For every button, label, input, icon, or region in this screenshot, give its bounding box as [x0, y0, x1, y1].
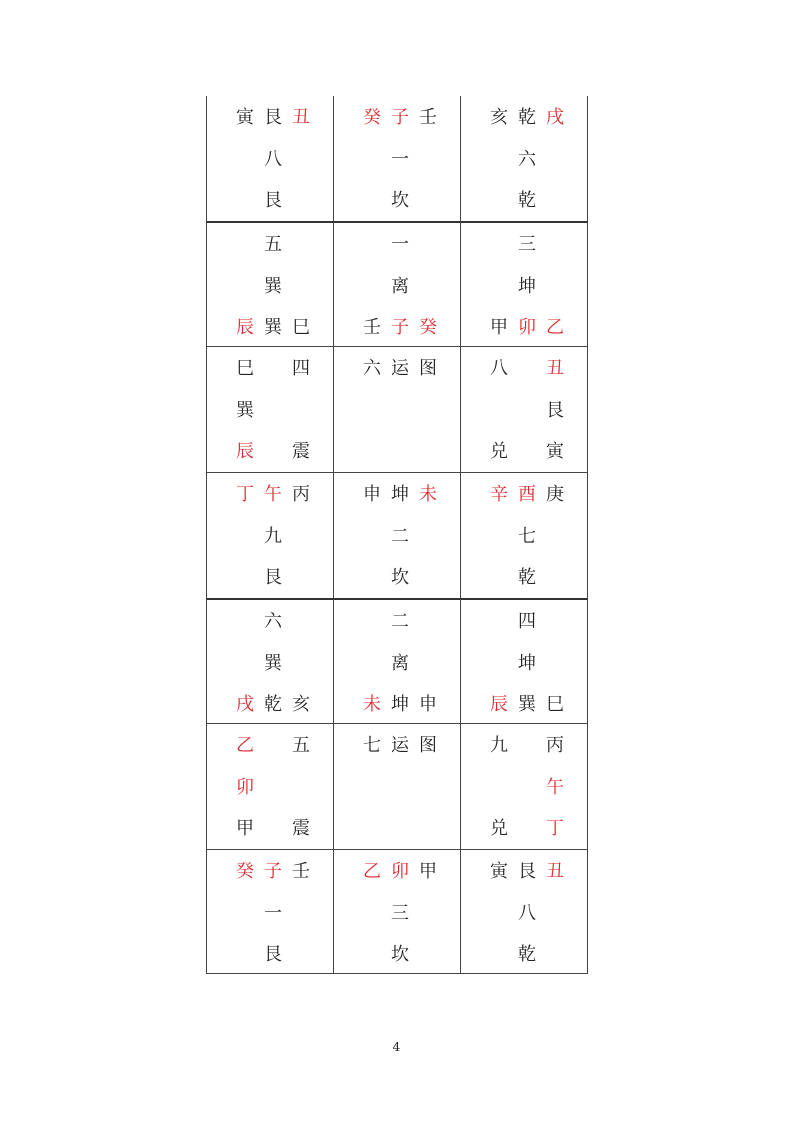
cell-character: 寅 [236, 107, 254, 128]
grid-cell-r3-c1 [207, 346, 334, 472]
grid-cell-r2-c1 [207, 221, 334, 346]
cell-character: 申 [419, 694, 437, 715]
cell-character: 子 [264, 861, 282, 882]
cell-character: 巳 [236, 358, 254, 379]
grid-cell-r1-c3 [461, 96, 588, 221]
cell-character: 六 [264, 611, 282, 632]
grid-cell-r6-c1 [207, 723, 334, 849]
cell-character: 四 [292, 358, 310, 379]
grid-cell-r3-c3 [461, 346, 588, 472]
cell-character: 坤 [391, 694, 409, 715]
cell-character: 癸 [236, 861, 254, 882]
cell-character: 乙 [236, 735, 254, 756]
cell-character: 三 [391, 903, 409, 924]
cell-character: 卯 [518, 317, 536, 338]
cell-character: 丑 [292, 107, 310, 128]
cell-character: 坎 [391, 944, 409, 965]
cell-character: 图 [419, 735, 437, 756]
cell-character: 一 [391, 149, 409, 170]
cell-character: 一 [391, 234, 409, 255]
cell-character: 戌 [546, 107, 564, 128]
cell-character: 六 [363, 358, 381, 379]
cell-character: 坤 [391, 484, 409, 505]
cell-character: 辰 [236, 441, 254, 462]
cell-character: 乙 [363, 861, 381, 882]
cell-character: 子 [391, 317, 409, 338]
grid-cell-r1-c2 [334, 96, 461, 221]
cell-character: 乾 [518, 107, 536, 128]
cell-character: 艮 [264, 190, 282, 211]
page-number: 4 [392, 1040, 401, 1054]
cell-character: 乙 [546, 317, 564, 338]
cell-character: 二 [391, 611, 409, 632]
cell-character: 辰 [236, 317, 254, 338]
grid-cell-r7-c3 [461, 849, 588, 974]
cell-character: 甲 [419, 861, 437, 882]
grid-cell-r6-c3 [461, 723, 588, 849]
cell-character: 丁 [546, 818, 564, 839]
cell-character: 癸 [363, 107, 381, 128]
cell-character: 艮 [264, 107, 282, 128]
cell-character: 乾 [518, 567, 536, 588]
cell-character: 丑 [546, 861, 564, 882]
cell-character: 辛 [490, 484, 508, 505]
cell-character: 坤 [518, 653, 536, 674]
grid-cell-r4-c2 [334, 472, 461, 598]
cell-character: 一 [264, 903, 282, 924]
cell-character: 艮 [264, 567, 282, 588]
cell-character: 壬 [363, 317, 381, 338]
cell-character: 乾 [518, 190, 536, 211]
cell-character: 图 [419, 358, 437, 379]
cell-character: 戌 [236, 694, 254, 715]
cell-character: 二 [391, 526, 409, 547]
cell-character: 巽 [236, 400, 254, 421]
cell-character: 卯 [391, 861, 409, 882]
cell-character: 坤 [518, 276, 536, 297]
cell-character: 申 [363, 484, 381, 505]
cell-character: 震 [292, 818, 310, 839]
cell-character: 丙 [292, 484, 310, 505]
cell-character: 丁 [236, 484, 254, 505]
cell-character: 巽 [264, 653, 282, 674]
cell-character: 九 [490, 735, 508, 756]
cell-character: 亥 [490, 107, 508, 128]
cell-character: 运 [391, 358, 409, 379]
cell-character: 兑 [490, 441, 508, 462]
cell-character: 午 [264, 484, 282, 505]
cell-character: 子 [391, 107, 409, 128]
grid-cell-r5-c2 [334, 598, 461, 723]
cell-character: 丑 [546, 358, 564, 379]
cell-character: 巳 [292, 317, 310, 338]
grid-cell-r7-c2 [334, 849, 461, 974]
feng-shui-grid-table [206, 96, 587, 974]
cell-character: 亥 [292, 694, 310, 715]
grid-cell-r1-c1 [207, 96, 334, 221]
cell-character: 艮 [264, 944, 282, 965]
cell-character: 五 [264, 234, 282, 255]
cell-character: 巽 [264, 317, 282, 338]
cell-character: 酉 [518, 484, 536, 505]
cell-character: 五 [292, 735, 310, 756]
cell-character: 六 [518, 149, 536, 170]
grid-cell-r2-c3 [461, 221, 588, 346]
cell-character: 辰 [490, 694, 508, 715]
grid-cell-r4-c3 [461, 472, 588, 598]
cell-character: 甲 [236, 818, 254, 839]
grid-cell-r2-c2 [334, 221, 461, 346]
cell-character: 癸 [419, 317, 437, 338]
cell-character: 壬 [292, 861, 310, 882]
cell-character: 午 [546, 777, 564, 798]
cell-character: 坎 [391, 190, 409, 211]
cell-character: 七 [363, 735, 381, 756]
grid-cell-r5-c3 [461, 598, 588, 723]
cell-character: 八 [264, 149, 282, 170]
cell-character: 乾 [518, 944, 536, 965]
cell-character: 寅 [546, 441, 564, 462]
cell-character: 庚 [546, 484, 564, 505]
cell-character: 坎 [391, 567, 409, 588]
cell-character: 丙 [546, 735, 564, 756]
cell-character: 离 [391, 653, 409, 674]
cell-character: 艮 [546, 400, 564, 421]
cell-character: 离 [391, 276, 409, 297]
cell-character: 八 [518, 903, 536, 924]
cell-character: 巽 [264, 276, 282, 297]
grid-cell-r5-c1 [207, 598, 334, 723]
cell-character: 甲 [490, 317, 508, 338]
grid-cell-r3-c2 [334, 346, 461, 472]
cell-character: 四 [518, 611, 536, 632]
cell-character: 七 [518, 526, 536, 547]
grid-cell-r7-c1 [207, 849, 334, 974]
cell-character: 未 [363, 694, 381, 715]
grid-cell-r6-c2 [334, 723, 461, 849]
cell-character: 巳 [546, 694, 564, 715]
cell-character: 艮 [518, 861, 536, 882]
cell-character: 运 [391, 735, 409, 756]
cell-character: 乾 [264, 694, 282, 715]
cell-character: 兑 [490, 818, 508, 839]
cell-character: 壬 [419, 107, 437, 128]
cell-character: 未 [419, 484, 437, 505]
grid-cell-r4-c1 [207, 472, 334, 598]
cell-character: 卯 [236, 777, 254, 798]
cell-character: 巽 [518, 694, 536, 715]
cell-character: 震 [292, 441, 310, 462]
cell-character: 九 [264, 526, 282, 547]
cell-character: 三 [518, 234, 536, 255]
cell-character: 寅 [490, 861, 508, 882]
cell-character: 八 [490, 358, 508, 379]
